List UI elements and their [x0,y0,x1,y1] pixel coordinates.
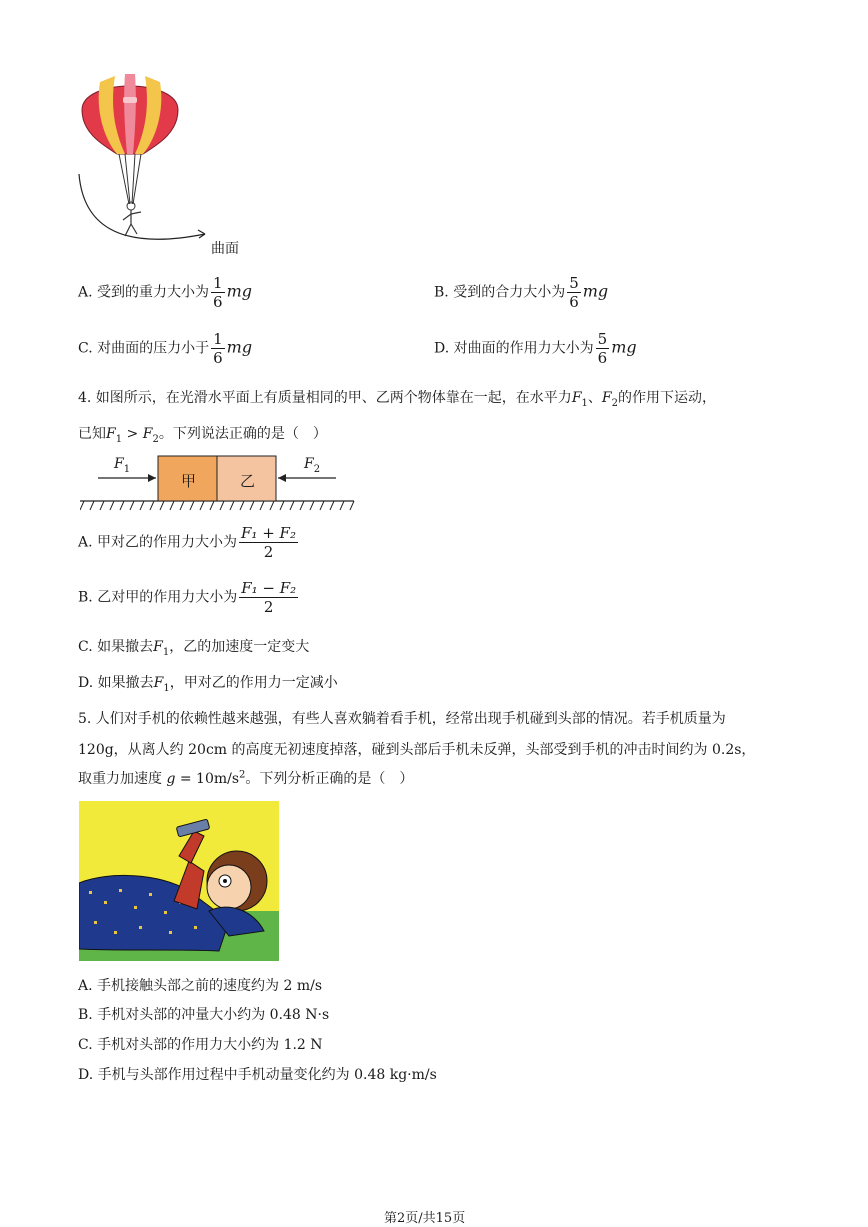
q4-stem-line2: 已知$F_1 > F_2$。下列说法正确的是（ ） [78,426,327,445]
q3-option-d[interactable] [434,330,637,367]
fraction: $\frac{1}{6}$ [213,274,223,311]
phone-illustration [79,801,279,961]
option-letter: C. [78,340,93,357]
block-b-label: 乙 [240,472,256,490]
q5-option-d[interactable]: D. 手机与头部作用过程中手机动量变化约为 0.48 kg·m/s [78,1067,437,1083]
block-a-label: 甲 [181,472,197,490]
force-f2-label: $F_2$ [304,456,321,475]
balloon-figure [75,62,255,262]
option-letter: D. [434,340,450,357]
force-f1-label: $F_1$ [114,456,131,475]
option-mg: mg [226,281,252,301]
q5-option-c[interactable]: C. 手机对头部的作用力大小约为 1.2 N [78,1037,323,1053]
option-text: 对曲面的压力小于 [97,340,210,357]
q4-option-d[interactable]: D. 如果撤去$F_1$，甲对乙的作用力一定减小 [78,675,338,694]
fraction: $\frac{1}{6}$ [213,330,223,367]
q5-option-b[interactable]: B. 手机对头部的冲量大小约为 0.48 N·s [78,1007,330,1023]
q3-option-b[interactable] [434,274,608,311]
surface-label: 曲面 [211,241,239,257]
fraction: $\frac{\text{F₁ − F₂}}{2}$ [241,579,297,616]
q4-option-a[interactable]: A. 甲对乙的作用力大小为 $\frac{\text{F₁ + F₂}}{2}$ [78,524,296,561]
q4-option-b[interactable]: B. 乙对甲的作用力大小为 $\frac{\text{F₁ − F₂}}{2}$ [78,579,297,616]
q3-option-c[interactable] [78,330,252,367]
option-mg: mg [582,281,609,301]
fraction: $\frac{5}{6}$ [597,330,608,367]
option-letter: A. [78,284,93,301]
page-footer: 第2页/共15页 [384,1211,466,1226]
option-mg: mg [226,337,253,357]
fraction: $\frac{5}{6}$ [569,274,579,311]
q5-stem-line2: 120g，从离人约 20cm 的高度无初速度掉落，碰到头部后手机未反弹，头部受到手机的冲击时间约为 0.2s， [78,742,756,758]
option-text: 对曲面的作用力大小为 [453,340,594,357]
q5-stem-line1: 5. 人们对手机的依赖性越来越强，有些人喜欢躺着看手机，经常出现手机碰到头部的情况。若手机质量为 [78,711,726,727]
option-text: 受到的合力大小为 [453,284,566,301]
fraction: $\frac{\text{F₁ + F₂}}{2}$ [241,524,296,561]
option-mg: mg [611,337,637,357]
q4-option-c[interactable]: C. 如果撤去$F_1$，乙的加速度一定变大 [78,639,310,658]
q5-stem-line3: 取重力加速度 $g = 10m/s^2$。下列分析正确的是（ ） [78,769,414,787]
q5-option-a[interactable]: A. 手机接触头部之前的速度约为 2 m/s [78,978,322,994]
q3-option-a[interactable] [78,274,252,311]
q4-stem-line1: 4. 如图所示，在光滑水平面上有质量相同的甲、乙两个物体靠在一起，在水平力$F_1$、$F_2$的作用下运动， [78,390,716,409]
option-text: 受到的重力大小为 [97,284,210,301]
option-letter: B. [434,284,449,301]
